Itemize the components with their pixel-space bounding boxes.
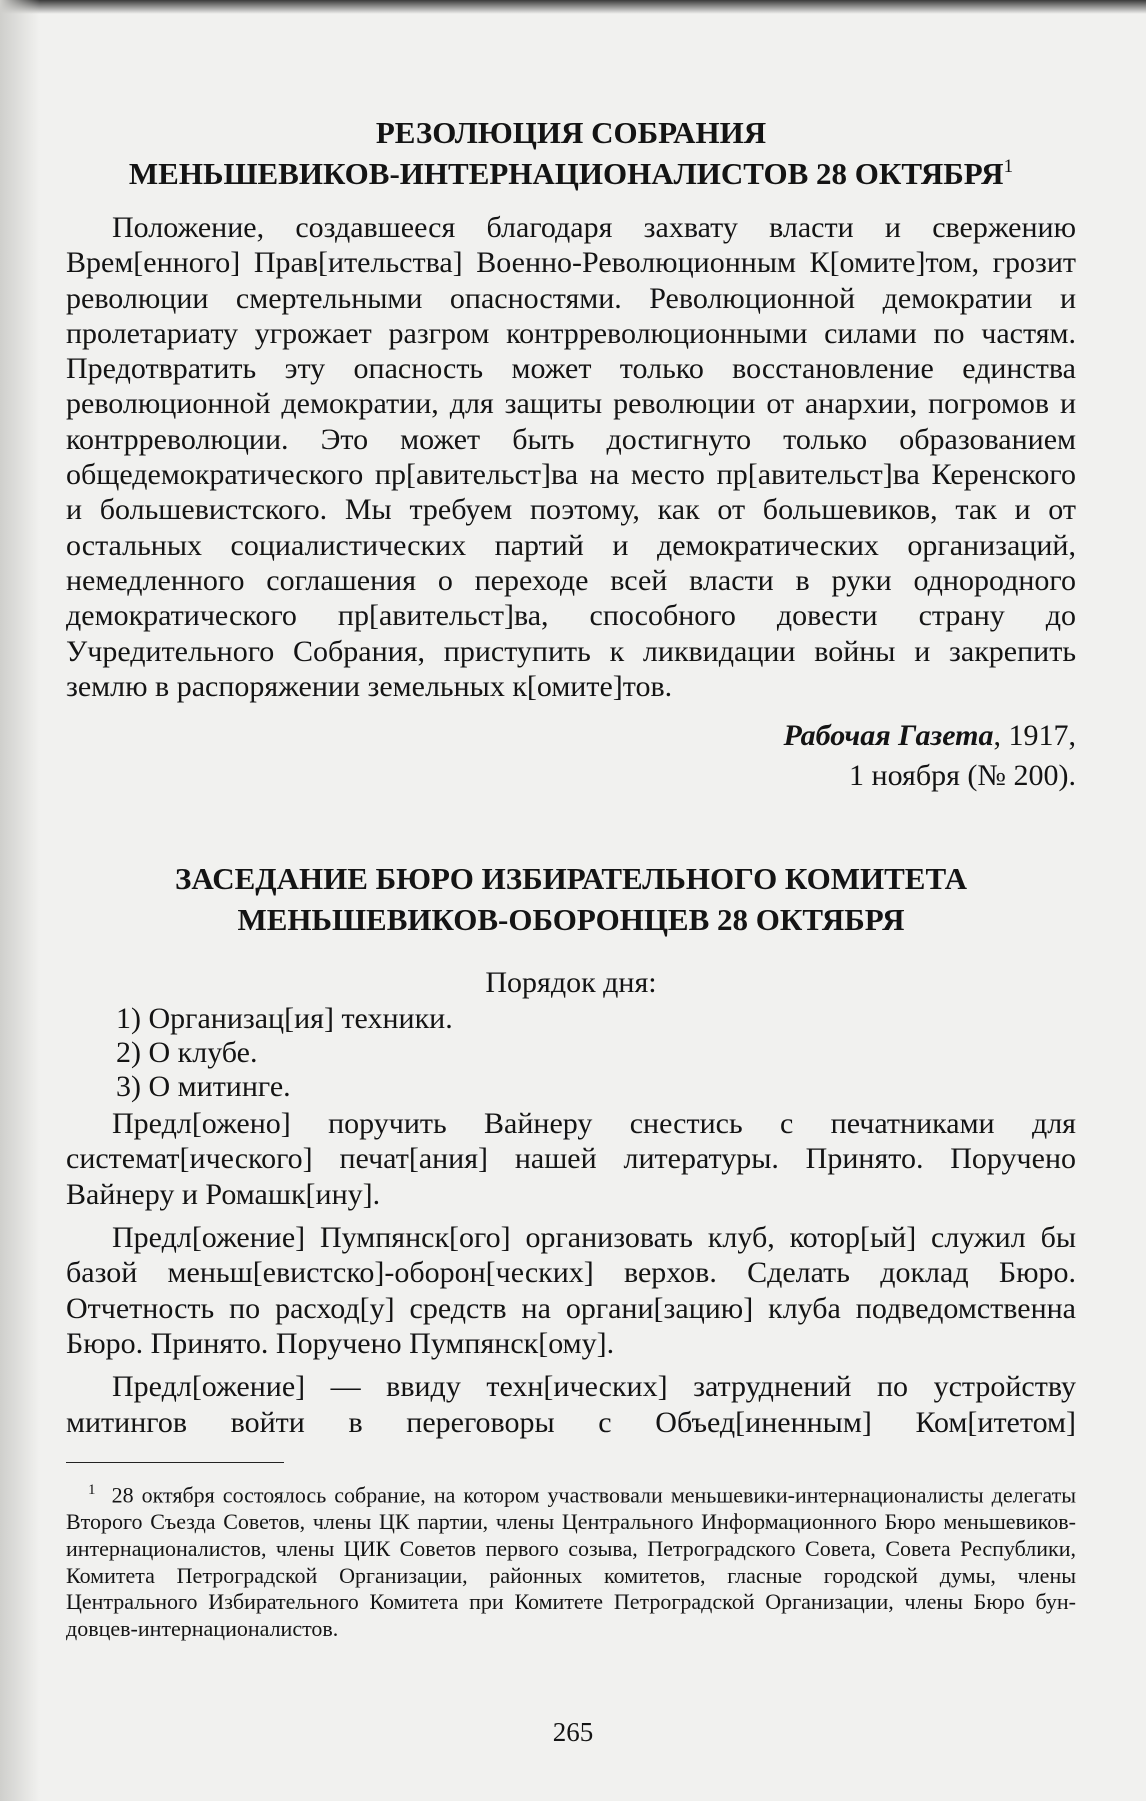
page-number: 265 [552, 1717, 594, 1747]
section2-title-line2: МЕНЬШЕВИКОВ-ОБОРОНЦЕВ 28 ОКТЯБРЯ [237, 902, 905, 938]
footnote [66, 1477, 1076, 1643]
section1-title-line2: МЕНЬШЕВИКОВ-ИНТЕРНАЦИОНАЛИСТОВ 28 ОКТЯБРЯ [128, 156, 1004, 191]
section1-title [66, 112, 1076, 194]
page-gutter-shadow [0, 0, 40, 1801]
source-citation-line2: 1 ноября (№ 200). [849, 759, 1076, 793]
agenda-item: 2) О клубе. [116, 1036, 258, 1070]
section2-title-line1: ЗАСЕДАНИЕ БЮРО ИЗБИРАТЕЛЬНОГО КОМИТЕТА [174, 861, 967, 897]
footnote-mark: 1 [88, 1481, 96, 1498]
minutes-paragraph-club: Предл[ожение] Пумпянск[ого] организовать клуб, котор[ый] служил бы базой меньш[евистско]-оборон[ческих] верхов. Сделать доклад Бюро. Отчетность по расход[у] средств на органи[зацию] клуба подведомственна Бюро. Принято. Поручено Пумпянск[ому]. [66, 1221, 1076, 1360]
resolution-paragraph: Положение, создавшееся благодаря захвату власти и свержению Врем[енного] Прав[ительства] Военно-Революционным К[омите]том, грозит революции смертельными опасностями. Революционной демократии и пролетариату угрожает разгром контрреволюционными силами по частям. Предотвратить эту опасность может только восстановление единства революционной демократии, для защиты революции от анархии, погромов и контрреволюции. Это может быть достигнуто только образованием общедемократического пр[авительст]ва на место пр[авительст]ва Керенского и большевистского. Мы требуем поэтому, как от большевиков, так и от остальных социалистических партий и демократических организаций, немедленного соглашения о переходе всей власти в руки однородного демократического пр[авительст]ва, способного довести страну до Учредительного Собрания, приступить к ликвидации войны и закрепить землю в распоряжении земельных к[омите]тов. [66, 211, 1076, 703]
footnote-divider [66, 1462, 284, 1463]
agenda-item: 3) О митинге. [116, 1070, 291, 1104]
footnote-reference[interactable]: 1 [1003, 156, 1014, 177]
agenda-item: 1) Организац[ия] техники. [116, 1002, 453, 1036]
section1-title-line1: РЕЗОЛЮЦИЯ СОБРАНИЯ [375, 115, 767, 150]
footnote-text: 28 октября состоялось собрание, на котором участвовали меньшевики-интернационалисты делегаты Второго Съезда Советов, члены ЦК партии, члены Центрального Информационного Бюро меньшевиков-интернационалистов, члены ЦИК Советов первого созыва, Петроградского Совета, Совета Республики, Комитета Петроградской Организации, районных комитетов, гласные городской думы, члены Центрального Избирательного Комитета при Комитете Петроградской Организации, члены Бюро бундовцев-интернационалистов. [66, 1482, 1076, 1642]
minutes-paragraph-typography: Предл[ожено] поручить Вайнеру снестись с печатниками для системат[ического] печат[ания] нашей литературы. Принято. Поручено Вайнеру и Ромашк[ину]. [66, 1107, 1076, 1211]
section2-title [66, 858, 1076, 940]
source-year: , 1917, [993, 719, 1076, 753]
page-content [66, 112, 1076, 1643]
source-newspaper: Рабочая Газета [783, 719, 994, 753]
minutes-paragraph-meetings: Предл[ожение] — ввиду техн[ических] затруднений по устройству митингов войти в переговоры с Объед[иненным] Ком[итетом] [66, 1370, 1076, 1439]
source-citation-line1 [66, 716, 1076, 756]
page-top-shadow [0, 0, 1146, 14]
agenda-title: Порядок дня: [485, 966, 657, 1000]
